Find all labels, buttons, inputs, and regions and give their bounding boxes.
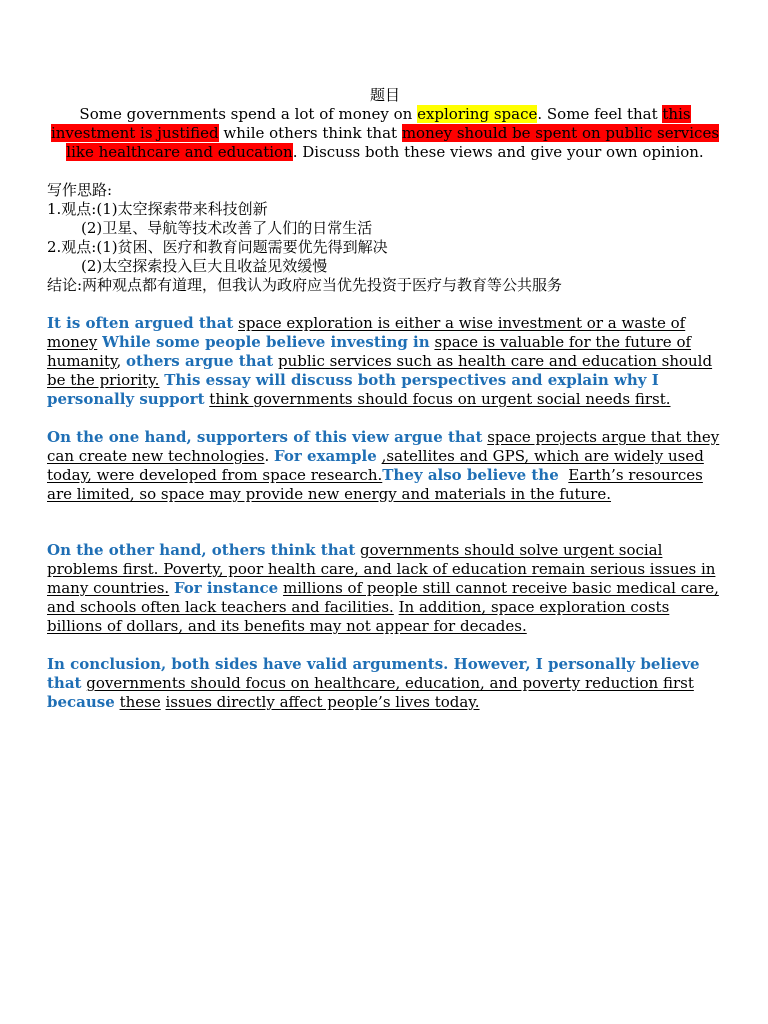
outline-conclusion: 结论:两种观点都有道理，但我认为政府应当优先投资于医疗与教育等公共服务 [47,276,563,294]
essay-prompt [47,105,723,162]
body1-phrase-2: For example [274,447,377,465]
prompt-text-3: while others think that [218,124,402,142]
document-page [47,86,723,712]
prompt-highlight-investment: this investment is justified [50,105,691,142]
conclusion-phrase-1: In conclusion, both sides have valid arguments. However, I personally believe that [47,655,700,692]
body2-phrase-1: On the other hand, others think that [47,541,356,559]
body1-phrase-1: On the one hand, supporters of this view argue that [47,428,483,446]
body1-text-2: ,satellites and GPS, which are widely used today, were developed from space research. [47,447,704,484]
intro-phrase-2: While some people believe investing in [102,333,430,351]
conclusion-text-1: governments should focus on healthcare, education, and poverty reduction first [86,674,694,692]
intro-text-1: space exploration is either a wise investment or a waste of money [47,314,686,351]
prompt-text-1: Some governments spend a lot of money on [79,105,418,123]
intro-phrase-1: It is often argued that [47,314,234,332]
intro-text-2: space is valuable for the future of humanity [47,333,692,370]
prompt-text-4: . Discuss both these views and give your own opinion. [292,143,704,161]
body2-phrase-2: For instance [173,579,279,597]
conclusion-phrase-2: because [47,693,115,711]
intro-comma: , [116,352,127,370]
outline-line-4: (2)太空探索投入巨大且收益见效缓慢 [81,257,328,275]
conclusion-text-3: issues directly affect people’s lives today. [165,693,480,711]
intro-text-3: public services such as health care and education should be the priority. [47,352,713,389]
intro-phrase-3: others argue that [126,352,274,370]
body2-text-1: governments should solve urgent social problems first. Poverty, poor health care, and lack of education remain serious issues in many countries. [47,541,716,597]
body1-text-1: space projects argue that they can create new technologies [47,428,720,465]
intro-text-4: think governments should focus on urgent social needs first. [209,390,671,408]
outline-heading: 写作思路: [47,181,113,199]
outline-line-3: 2.观点:(1)贫困、医疗和教育问题需要优先得到解决 [47,238,388,256]
body1-text-3: Earth’s resources are limited, so space may provide new energy and materials in the future. [47,466,703,503]
essay-conclusion [47,655,723,712]
body2-text-2: millions of people still cannot receive basic medical care, and schools often lack teachers and facilities. [47,579,719,616]
intro-phrase-4: This essay will discuss both perspectives and explain why I personally support [47,371,659,408]
essay-introduction [47,314,723,409]
outline-line-2: (2)卫星、导航等技术改善了人们的日常生活 [81,219,373,237]
prompt-text-2: . Some feel that [537,105,663,123]
body2-text-3: In addition, space exploration costs billions of dollars, and its benefits may not appear for decades. [47,598,670,635]
outline-line-1: 1.观点:(1)太空探索带来科技创新 [47,200,268,218]
essay-body-2 [47,541,723,636]
prompt-highlight-exploring-space: exploring space [417,105,538,123]
title-mark: 题目 [369,86,400,104]
body1-phrase-3: They also believe the [382,466,559,484]
essay-body-1 [47,428,723,504]
body1-punct: . [264,447,274,465]
conclusion-text-2: these [119,693,161,711]
prompt-highlight-public-services: money should be spent on public services like healthcare and education [66,124,720,161]
writing-outline [47,181,723,295]
